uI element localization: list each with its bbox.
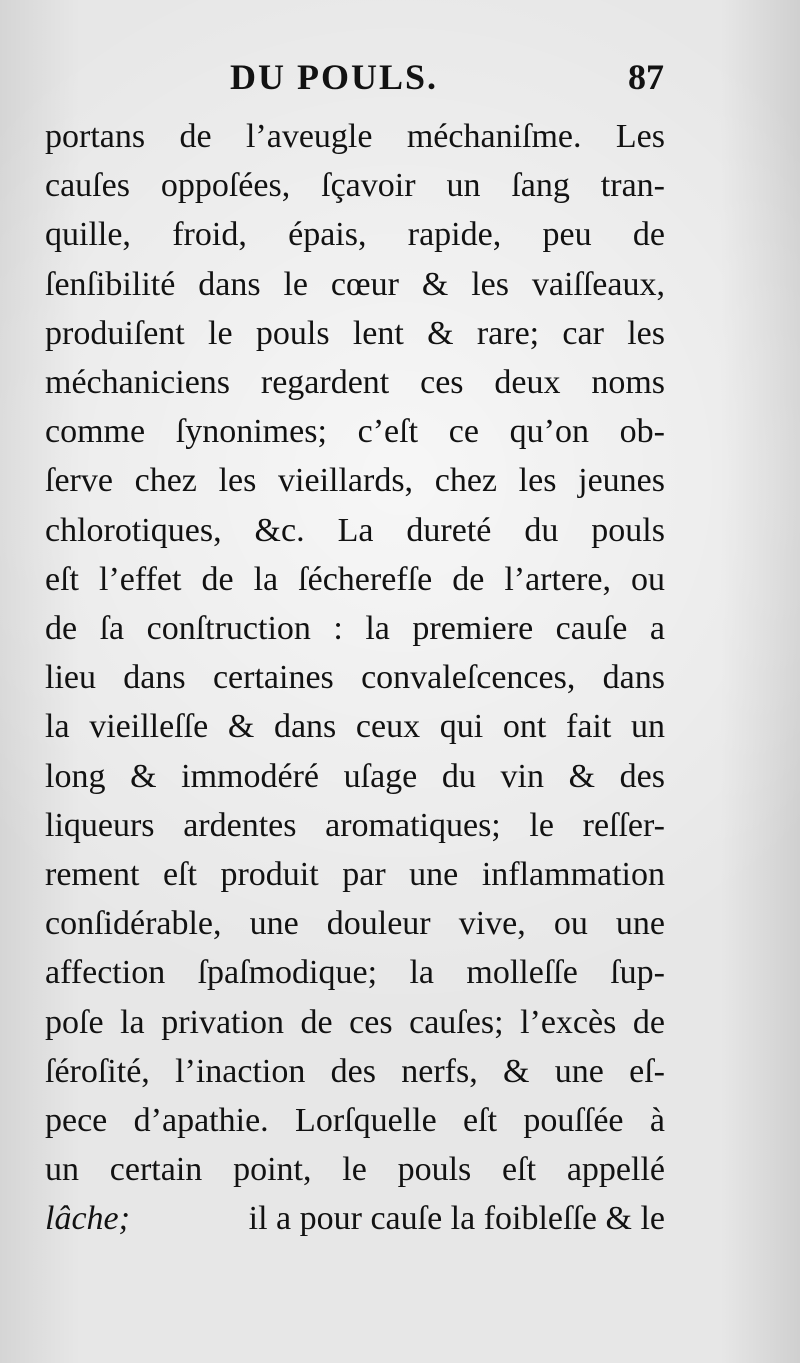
text-line: portans de l’aveugle méchaniſme. Les (45, 118, 665, 155)
text-run: il a pour cauſe la foibleſſe & le (248, 1200, 665, 1238)
text-line: pece d’apathie. Lorſquelle eſt pouſſée à (45, 1102, 665, 1140)
text-line: la vieilleſſe & dans ceux qui ont fait un (45, 708, 665, 746)
text-line: poſe la privation de ces cauſes; l’excès de (45, 1003, 665, 1041)
page-number: 87 (628, 57, 664, 97)
italic-word: lâche; (45, 1200, 130, 1238)
text-line: ſenſibilité dans le cœur & les vaiſſeaux, (45, 265, 665, 303)
text-line: liqueurs ardentes aromatiques; le reſſer- (45, 806, 665, 844)
text-line: comme ſynonimes; c’eſt ce qu’on ob- (45, 413, 665, 451)
text-line: ſéroſité, l’inaction des nerfs, & une eſ- (45, 1052, 665, 1090)
body-text (45, 112, 665, 1244)
running-head: DU POULS. (230, 57, 439, 97)
text-line: chlorotiques, &c. La dureté du pouls (45, 511, 665, 549)
text-line: quille, froid, épais, rapide, peu de (45, 216, 665, 254)
text-line: rement eſt produit par une inflammation (45, 856, 665, 894)
text-line: conſidérable, une douleur vive, ou une (45, 905, 665, 943)
text-line: eſt l’effet de la ſécherefſe de l’artere, ou (45, 560, 665, 598)
text-line: produiſent le pouls lent & rare; car les (45, 314, 665, 352)
text-line: cauſes oppoſées, ſçavoir un ſang tran- (45, 167, 665, 205)
text-line: long & immodéré uſage du vin & des (45, 757, 665, 795)
text-line: lieu dans certaines convaleſcences, dans (45, 659, 665, 697)
text-line: de ſa conſtruction : la premiere cauſe a (45, 610, 665, 648)
text-line: méchaniciens regardent ces deux noms (45, 364, 665, 402)
text-line-last (45, 1194, 665, 1243)
text-line: affection ſpaſmodique; la molleſſe ſup- (45, 954, 665, 992)
text-line: ſerve chez les vieillards, chez les jeunes (45, 462, 665, 500)
text-line: un certain point, le pouls eſt appellé (45, 1151, 665, 1189)
